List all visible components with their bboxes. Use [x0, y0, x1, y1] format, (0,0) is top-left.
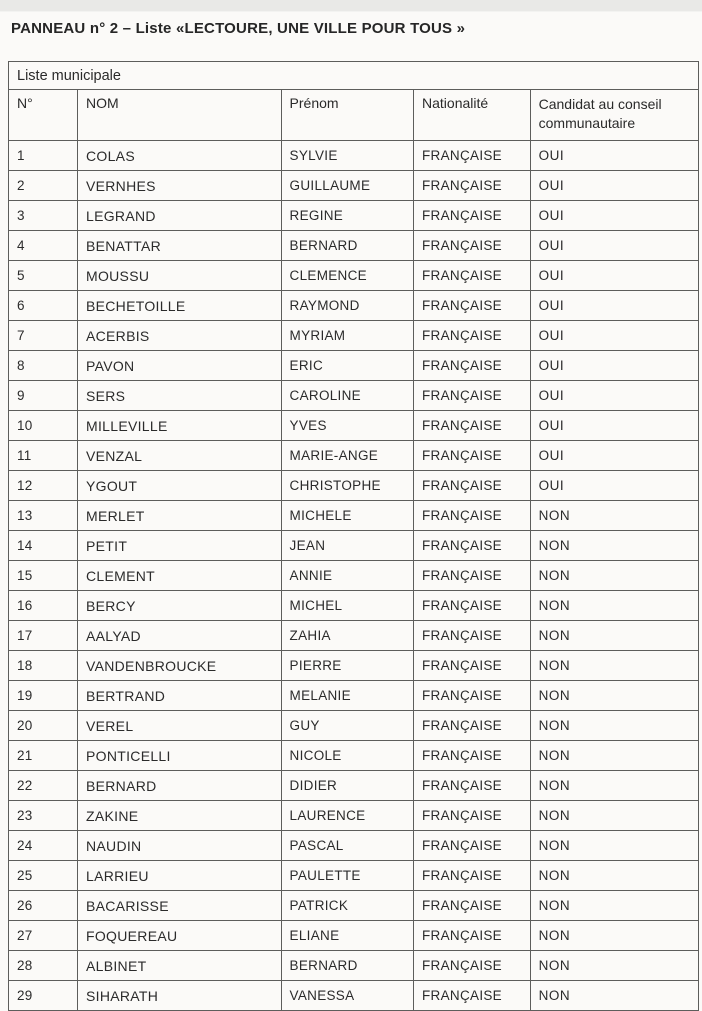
- cell-prenom: PATRICK: [281, 891, 413, 921]
- col-header-prenom: Prénom: [281, 90, 413, 141]
- cell-nationalite: FRANÇAISE: [414, 891, 531, 921]
- table-row: [9, 171, 699, 201]
- cell-prenom: DIDIER: [281, 771, 413, 801]
- cell-prenom: PIERRE: [281, 651, 413, 681]
- table-body: [9, 141, 699, 1011]
- cell-candidat: NON: [530, 861, 698, 891]
- cell-nationalite: FRANÇAISE: [414, 291, 531, 321]
- cell-prenom: JEAN: [281, 531, 413, 561]
- cell-prenom: MARIE-ANGE: [281, 441, 413, 471]
- cell-num: 13: [9, 501, 78, 531]
- cell-candidat: NON: [530, 591, 698, 621]
- cell-num: 28: [9, 951, 78, 981]
- table-row: [9, 951, 699, 981]
- table-row: [9, 501, 699, 531]
- table-row: [9, 801, 699, 831]
- cell-nationalite: FRANÇAISE: [414, 951, 531, 981]
- table-row: [9, 261, 699, 291]
- table-row: [9, 891, 699, 921]
- cell-candidat: OUI: [530, 321, 698, 351]
- cell-candidat: OUI: [530, 381, 698, 411]
- table-row: [9, 921, 699, 951]
- table-row: [9, 561, 699, 591]
- cell-num: 29: [9, 981, 78, 1011]
- cell-nom: PETIT: [78, 531, 282, 561]
- table-row: [9, 531, 699, 561]
- cell-nom: LEGRAND: [78, 201, 282, 231]
- cell-nationalite: FRANÇAISE: [414, 381, 531, 411]
- cell-prenom: MICHELE: [281, 501, 413, 531]
- cell-nationalite: FRANÇAISE: [414, 411, 531, 441]
- scan-top-strip: [0, 0, 702, 12]
- table-header-row: [9, 90, 699, 141]
- cell-nom: CLEMENT: [78, 561, 282, 591]
- cell-nom: ZAKINE: [78, 801, 282, 831]
- cell-nationalite: FRANÇAISE: [414, 591, 531, 621]
- cell-nationalite: FRANÇAISE: [414, 351, 531, 381]
- cell-nom: VANDENBROUCKE: [78, 651, 282, 681]
- cell-nom: VEREL: [78, 711, 282, 741]
- cell-prenom: GUILLAUME: [281, 171, 413, 201]
- table-row: [9, 231, 699, 261]
- cell-candidat: NON: [530, 891, 698, 921]
- cell-nationalite: FRANÇAISE: [414, 471, 531, 501]
- cell-nom: BENATTAR: [78, 231, 282, 261]
- cell-num: 23: [9, 801, 78, 831]
- cell-nom: BERCY: [78, 591, 282, 621]
- cell-num: 26: [9, 891, 78, 921]
- cell-candidat: NON: [530, 921, 698, 951]
- cell-prenom: BERNARD: [281, 231, 413, 261]
- cell-prenom: ANNIE: [281, 561, 413, 591]
- cell-nom: MOUSSU: [78, 261, 282, 291]
- cell-prenom: LAURENCE: [281, 801, 413, 831]
- cell-num: 19: [9, 681, 78, 711]
- cell-nom: PONTICELLI: [78, 741, 282, 771]
- table-row: [9, 861, 699, 891]
- cell-num: 22: [9, 771, 78, 801]
- cell-candidat: OUI: [530, 441, 698, 471]
- cell-nom: BACARISSE: [78, 891, 282, 921]
- cell-prenom: BERNARD: [281, 951, 413, 981]
- cell-prenom: SYLVIE: [281, 141, 413, 171]
- table-row: [9, 711, 699, 741]
- cell-prenom: ZAHIA: [281, 621, 413, 651]
- cell-candidat: NON: [530, 981, 698, 1011]
- table-row: [9, 831, 699, 861]
- table-row: [9, 471, 699, 501]
- cell-nationalite: FRANÇAISE: [414, 801, 531, 831]
- cell-nom: BECHETOILLE: [78, 291, 282, 321]
- cell-num: 15: [9, 561, 78, 591]
- cell-nationalite: FRANÇAISE: [414, 651, 531, 681]
- cell-candidat: OUI: [530, 291, 698, 321]
- cell-candidat: NON: [530, 831, 698, 861]
- cell-candidat: OUI: [530, 261, 698, 291]
- cell-nom: COLAS: [78, 141, 282, 171]
- cell-nationalite: FRANÇAISE: [414, 141, 531, 171]
- col-header-num: N°: [9, 90, 78, 141]
- cell-nom: MILLEVILLE: [78, 411, 282, 441]
- cell-num: 18: [9, 651, 78, 681]
- cell-candidat: OUI: [530, 201, 698, 231]
- cell-prenom: GUY: [281, 711, 413, 741]
- cell-nom: ACERBIS: [78, 321, 282, 351]
- cell-nationalite: FRANÇAISE: [414, 711, 531, 741]
- table-row: [9, 591, 699, 621]
- cell-num: 7: [9, 321, 78, 351]
- table-row: [9, 411, 699, 441]
- cell-candidat: NON: [530, 651, 698, 681]
- cell-nom: SERS: [78, 381, 282, 411]
- cell-prenom: RAYMOND: [281, 291, 413, 321]
- cell-nationalite: FRANÇAISE: [414, 981, 531, 1011]
- cell-candidat: OUI: [530, 171, 698, 201]
- cell-nationalite: FRANÇAISE: [414, 921, 531, 951]
- col-header-nom: NOM: [78, 90, 282, 141]
- cell-nationalite: FRANÇAISE: [414, 531, 531, 561]
- table-row: [9, 441, 699, 471]
- table-row: [9, 381, 699, 411]
- cell-num: 8: [9, 351, 78, 381]
- cell-nom: LARRIEU: [78, 861, 282, 891]
- cell-nom: BERNARD: [78, 771, 282, 801]
- cell-prenom: VANESSA: [281, 981, 413, 1011]
- cell-num: 6: [9, 291, 78, 321]
- cell-num: 20: [9, 711, 78, 741]
- cell-num: 11: [9, 441, 78, 471]
- cell-num: 9: [9, 381, 78, 411]
- cell-num: 2: [9, 171, 78, 201]
- cell-nationalite: FRANÇAISE: [414, 171, 531, 201]
- cell-nom: PAVON: [78, 351, 282, 381]
- cell-prenom: CLEMENCE: [281, 261, 413, 291]
- cell-num: 25: [9, 861, 78, 891]
- cell-nationalite: FRANÇAISE: [414, 321, 531, 351]
- table-row: [9, 771, 699, 801]
- cell-candidat: OUI: [530, 471, 698, 501]
- cell-num: 14: [9, 531, 78, 561]
- cell-candidat: OUI: [530, 411, 698, 441]
- table-row: [9, 321, 699, 351]
- table-caption: Liste municipale: [9, 62, 699, 90]
- cell-nom: SIHARATH: [78, 981, 282, 1011]
- cell-prenom: MELANIE: [281, 681, 413, 711]
- table-row: [9, 741, 699, 771]
- col-header-candidat: Candidat au conseil communautaire: [530, 90, 698, 141]
- cell-num: 10: [9, 411, 78, 441]
- cell-num: 1: [9, 141, 78, 171]
- cell-prenom: CHRISTOPHE: [281, 471, 413, 501]
- cell-nationalite: FRANÇAISE: [414, 831, 531, 861]
- cell-nationalite: FRANÇAISE: [414, 681, 531, 711]
- cell-candidat: OUI: [530, 231, 698, 261]
- cell-num: 21: [9, 741, 78, 771]
- table-row: [9, 291, 699, 321]
- cell-candidat: NON: [530, 801, 698, 831]
- cell-nationalite: FRANÇAISE: [414, 561, 531, 591]
- table-row: [9, 981, 699, 1011]
- table-row: [9, 651, 699, 681]
- cell-candidat: NON: [530, 621, 698, 651]
- cell-num: 4: [9, 231, 78, 261]
- cell-num: 24: [9, 831, 78, 861]
- cell-candidat: NON: [530, 711, 698, 741]
- cell-prenom: CAROLINE: [281, 381, 413, 411]
- cell-nationalite: FRANÇAISE: [414, 741, 531, 771]
- cell-nationalite: FRANÇAISE: [414, 501, 531, 531]
- cell-nationalite: FRANÇAISE: [414, 231, 531, 261]
- cell-nom: NAUDIN: [78, 831, 282, 861]
- cell-nom: ALBINET: [78, 951, 282, 981]
- cell-nationalite: FRANÇAISE: [414, 861, 531, 891]
- cell-num: 17: [9, 621, 78, 651]
- cell-prenom: NICOLE: [281, 741, 413, 771]
- cell-prenom: ELIANE: [281, 921, 413, 951]
- cell-candidat: NON: [530, 951, 698, 981]
- table-row: [9, 141, 699, 171]
- cell-nom: BERTRAND: [78, 681, 282, 711]
- cell-nationalite: FRANÇAISE: [414, 441, 531, 471]
- cell-num: 12: [9, 471, 78, 501]
- cell-num: 27: [9, 921, 78, 951]
- cell-nom: AALYAD: [78, 621, 282, 651]
- table-caption-row: [9, 62, 699, 90]
- cell-prenom: PAULETTE: [281, 861, 413, 891]
- cell-nom: FOQUEREAU: [78, 921, 282, 951]
- cell-candidat: OUI: [530, 141, 698, 171]
- cell-num: 5: [9, 261, 78, 291]
- cell-prenom: REGINE: [281, 201, 413, 231]
- cell-nationalite: FRANÇAISE: [414, 621, 531, 651]
- cell-candidat: NON: [530, 771, 698, 801]
- candidates-table: [8, 61, 699, 1011]
- cell-candidat: OUI: [530, 351, 698, 381]
- cell-prenom: PASCAL: [281, 831, 413, 861]
- table-row: [9, 681, 699, 711]
- table-row: [9, 201, 699, 231]
- cell-num: 16: [9, 591, 78, 621]
- cell-nom: YGOUT: [78, 471, 282, 501]
- cell-candidat: NON: [530, 681, 698, 711]
- cell-prenom: MYRIAM: [281, 321, 413, 351]
- page-title: PANNEAU n° 2 – Liste «LECTOURE, UNE VILLE POUR TOUS »: [11, 20, 466, 37]
- cell-candidat: NON: [530, 531, 698, 561]
- cell-candidat: NON: [530, 561, 698, 591]
- cell-prenom: MICHEL: [281, 591, 413, 621]
- cell-nom: VERNHES: [78, 171, 282, 201]
- cell-nationalite: FRANÇAISE: [414, 261, 531, 291]
- cell-nom: VENZAL: [78, 441, 282, 471]
- cell-candidat: NON: [530, 741, 698, 771]
- cell-nationalite: FRANÇAISE: [414, 201, 531, 231]
- cell-prenom: YVES: [281, 411, 413, 441]
- cell-nom: MERLET: [78, 501, 282, 531]
- col-header-nationalite: Nationalité: [414, 90, 531, 141]
- cell-candidat: NON: [530, 501, 698, 531]
- table-row: [9, 351, 699, 381]
- table-row: [9, 621, 699, 651]
- cell-nationalite: FRANÇAISE: [414, 771, 531, 801]
- cell-num: 3: [9, 201, 78, 231]
- cell-prenom: ERIC: [281, 351, 413, 381]
